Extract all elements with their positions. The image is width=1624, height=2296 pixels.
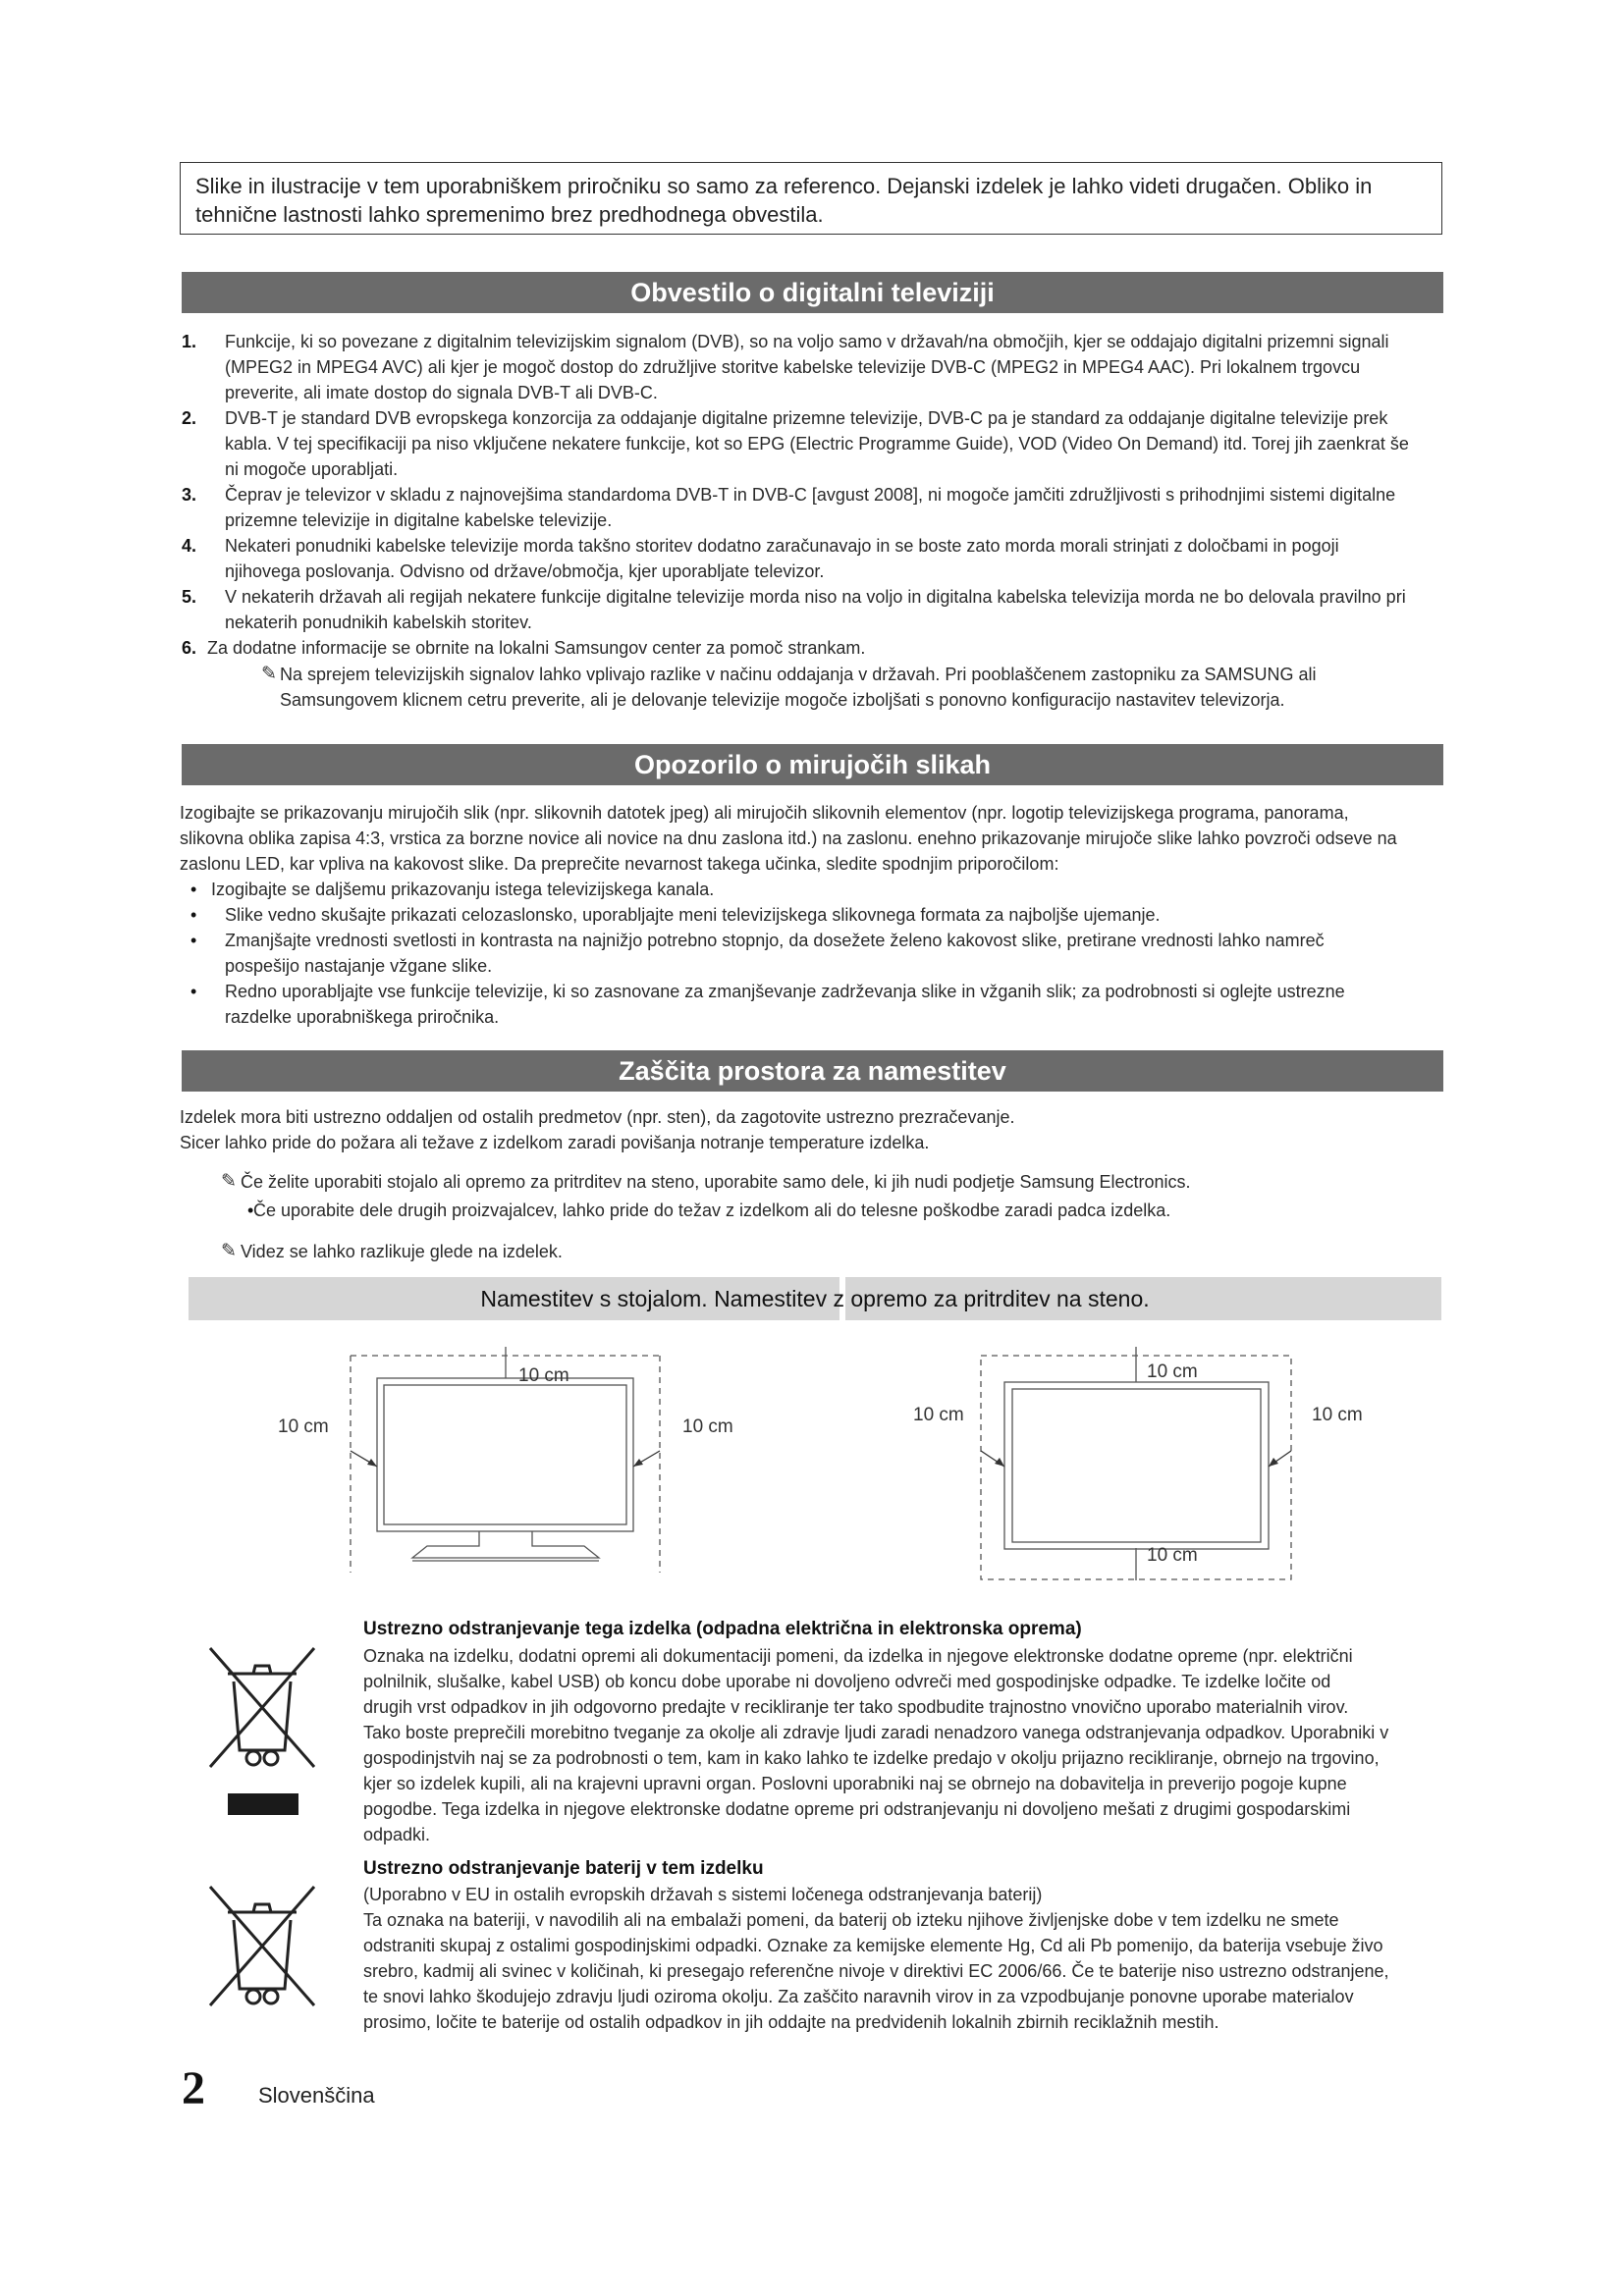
item-line: V nekaterih državah ali regijah nekatere funkcije digitalne televizije morda niso na voljo in digitalna kabelska televizija morda ne bo delovala pravilno pri — [225, 587, 1406, 607]
intro-line: zaslonu LED, kar vpliva na kakovost slike. Da preprečite nevarnost takega učinka, sledite spodnjim priporočilom: — [180, 854, 1059, 874]
intro-line: Izogibajte se prikazovanju mirujočih slik (npr. slikovnih datotek jpeg) ali mirujočih slikovnih elementov (npr. logotip televizijskega programa, panorama, — [180, 803, 1349, 823]
battery-line: srebro, kadmij ali svinec v količinah, ki presegajo referenčne nivoje v direktivi EC 2006/66. Če te baterije niso ustrezno odstranjene, — [363, 1961, 1389, 1981]
bullet-line: Slike vedno skušajte prikazati celozaslonsko, uporabljajte meni televizijskega slikovnega formata za najboljše ujemanje. — [225, 905, 1161, 925]
disposal-line: kjer so izdelek kupili, ali na krajevni upravni organ. Poslovni uporabniki naj se obrnejo na dobavitelja in preverijo pogoje kupne — [363, 1774, 1347, 1793]
battery-line: Ta oznaka na bateriji, v navodilih ali na embalaži pomeni, da baterij ob izteku njihove življenjske dobe v tem izdelku ne smete — [363, 1910, 1339, 1930]
battery-line: te snovi lahko škodujejo zdravju ljudi oziroma okolju. Za zaščito naravnih virov in za vzpodbujanje ponovne uporabe materialov — [363, 1987, 1354, 2006]
disposal-line: polnilnik, slušalke, kabel USB) ob koncu dobe uporabe ni dovoljeno odvreči med gospodinjske odpadke. Te izdelke ločite od — [363, 1672, 1331, 1691]
disposal-line: drugih vrst odpadkov in jih odgovorno predajte v recikliranje ter tako spodbudite trajnostno vnovično uporabo materialnih virov. — [363, 1697, 1349, 1717]
note-icon: ✎ — [261, 664, 277, 684]
item-line: nekaterih ponudnikih kabelskih storitev. — [225, 613, 532, 632]
item-line: (MPEG2 in MPEG4 AVC) ali kjer je mogoč dostop do združljive storitve kabelske televizije DVB-C (MPEG2 in MPEG4 AAC). Pri lokalnem trgovcu — [225, 357, 1361, 377]
battery-line: odstraniti skupaj z ostalimi gospodinjskimi odpadki. Oznake za kemijske elemente Hg, Cd ali Pb pomenijo, da baterija vsebuje živo — [363, 1936, 1383, 1955]
crossed-bin-icon — [206, 1883, 319, 2010]
wall-mount-installation-diagram — [884, 1345, 1355, 1580]
note-subtext: Če uporabite dele drugih proizvajalcev, lahko pride do težav z izdelkom ali do telesne poškodbe zaradi padca izdelka. — [253, 1201, 1171, 1220]
bullet-dot: • — [190, 982, 197, 1001]
item-line: Za dodatne informacije se obrnite na lokalni Samsungov center za pomoč strankam. — [207, 638, 866, 658]
disposal-line: pogodbe. Tega izdelka in njegove elektronske dodatne opreme pri odstranjevanju ni dovoljeno mešati z drugimi gospodarskimi — [363, 1799, 1351, 1819]
clearance-label: 10 cm — [518, 1365, 569, 1386]
footer-language: Slovenščina — [258, 2083, 375, 2108]
bullet-line: pospešijo nastajanje vžgane slike. — [225, 956, 493, 976]
clearance-label: 10 cm — [1147, 1545, 1198, 1566]
item-number: 6. — [182, 638, 197, 658]
clearance-label: 10 cm — [278, 1416, 329, 1437]
disclaimer-text: Slike in ilustracije v tem uporabniškem priročniku so samo za referenco. Dejanski izdelek je lahko videti drugačen. Obliko in tehnične lastnosti lahko spremenimo brez predhodnega obvestila. — [195, 174, 1373, 227]
disposal-line: Tako boste preprečili morebitno tveganje za okolje ali zdravje ljudi zaradi nenadzoro vanega odstranjevanja odpadkov. Uporabniki v — [363, 1723, 1389, 1742]
item-line: ni mogoče uporabljati. — [225, 459, 399, 479]
note-text: Videz se lahko razlikuje glede na izdelek. — [241, 1242, 563, 1261]
item-line: preverite, ali imate dostop do signala DVB-T ali DVB-C. — [225, 383, 658, 402]
battery-line: (Uporabno v EU in ostalih evropskih državah s sistemi ločenega odstranjevanja baterij) — [363, 1885, 1043, 1904]
item-line: DVB-T je standard DVB evropskega konzorcija za oddajanje digitalne prizemne televizije, DVB-C pa je standard za oddajanje digitalne televizije prek — [225, 408, 1388, 428]
note-line: Samsungovem klicnem cetru preverite, ali je delovanje televizije mogoče izboljšati s ponovno konfiguracijo nastavitev televizorja. — [280, 690, 1285, 710]
intro-line: Izdelek mora biti ustrezno oddaljen od ostalih predmetov (npr. sten), da zagotovite ustrezno prezračevanje. — [180, 1107, 1015, 1127]
bullet-dot: • — [190, 880, 197, 899]
installation-subheader: Namestitev s stojalom. Namestitev z opremo za pritrditev na steno. — [480, 1286, 1150, 1311]
note-icon: ✎ — [221, 1171, 237, 1192]
page-number: 2 — [182, 2062, 205, 2114]
disposal-title: Ustrezno odstranjevanje tega izdelka (odpadna električna in elektronska oprema) — [363, 1619, 1082, 1639]
item-number: 4. — [182, 536, 197, 556]
item-number: 2. — [182, 408, 197, 428]
clearance-label: 10 cm — [682, 1416, 733, 1437]
disposal-line: odpadki. — [363, 1825, 431, 1844]
item-line: Nekateri ponudniki kabelske televizije morda takšno storitev dodatno zaračunavajo in se boste zato morda morali strinjati z določbami in pogoji — [225, 536, 1339, 556]
bullet-dot: • — [247, 1201, 254, 1220]
section-title-still-images: Opozorilo o mirujočih slikah — [182, 744, 1443, 785]
crossed-bin-icon — [206, 1644, 319, 1826]
note-icon: ✎ — [221, 1241, 237, 1261]
bullet-line: razdelke uporabniškega priročnika. — [225, 1007, 500, 1027]
disposal-line: Oznaka na izdelku, dodatni opremi ali dokumentaciji pomeni, da izdelka in njegove elektronske dodatne opreme (npr. električni — [363, 1646, 1353, 1666]
item-line: Čeprav je televizor v skladu z najnovejšima standardoma DVB-T in DVB-C [avgust 2008], ni mogoče jamčiti združljivosti s prihodnjimi sistemi digitalne — [225, 485, 1396, 505]
note-text: Če želite uporabiti stojalo ali opremo za pritrditev na steno, uporabite samo dele, ki jih nudi podjetje Samsung Electronics. — [241, 1172, 1191, 1192]
intro-line: Sicer lahko pride do požara ali težave z izdelkom zaradi povišanja notranje temperature izdelka. — [180, 1133, 930, 1152]
item-number: 5. — [182, 587, 197, 607]
bullet-line: Zmanjšajte vrednosti svetlosti in kontrasta na najnižjo potrebno stopnjo, da dosežete želeno kakovost slike, pretirane vrednosti lahko namreč — [225, 931, 1325, 950]
disclaimer-box — [180, 162, 1442, 235]
clearance-label: 10 cm — [1147, 1362, 1198, 1382]
clearance-label: 10 cm — [1312, 1405, 1363, 1425]
disposal-line: gospodinjstvih naj se za podrobnosti o tem, kam in kako lahko te izdelke predajo v okolju prijazno recikliranje, obrnejo na trgovino, — [363, 1748, 1380, 1768]
clearance-label: 10 cm — [913, 1405, 964, 1425]
item-line: njihovega poslovanja. Odvisno od države/območja, kjer uporabljate televizor. — [225, 561, 825, 581]
item-line: Funkcije, ki so povezane z digitalnim televizijskim signalom (DVB), so na voljo samo v državah/na območjih, kjer se oddajajo digitalni prizemni signali — [225, 332, 1389, 351]
battery-title: Ustrezno odstranjevanje baterij v tem izdelku — [363, 1858, 764, 1879]
item-line: prizemne televizije in digitalne kabelske televizije. — [225, 510, 613, 530]
intro-line: slikovna oblika zapisa 4:3, vrstica za borzne novice ali novice na dnu zaslona itd.) na zaslonu. enehno prikazovanje mirujoče slike lahko povzroči odseve na — [180, 828, 1397, 848]
item-number: 3. — [182, 485, 197, 505]
stand-installation-diagram — [265, 1345, 727, 1575]
section-title-installation-space: Zaščita prostora za namestitev — [182, 1050, 1443, 1092]
bullet-dot: • — [190, 931, 197, 950]
item-line: kabla. V tej specifikaciji pa niso vključene nekatere funkcije, kot so EPG (Electric Programme Guide), VOD (Video On Demand) itd. Torej jih zaenkrat še — [225, 434, 1409, 454]
section-title-digital-tv: Obvestilo o digitalni televiziji — [182, 272, 1443, 313]
item-number: 1. — [182, 332, 197, 351]
bullet-line: Izogibajte se daljšemu prikazovanju istega televizijskega kanala. — [211, 880, 715, 899]
bullet-line: Redno uporabljajte vse funkcije televizije, ki so zasnovane za zmanjševanje zadrževanja slike in vžganih slik; za podrobnosti si oglejte ustrezne — [225, 982, 1345, 1001]
bullet-dot: • — [190, 905, 197, 925]
note-line: Na sprejem televizijskih signalov lahko vplivajo razlike v načinu oddajanja v državah. Pri pooblaščenem zastopniku za SAMSUNG ali — [280, 665, 1317, 684]
battery-line: prosimo, ločite te baterije od ostalih odpadkov in jih oddajte na predvidenih lokalnih zbirnih reciklažnih mestih. — [363, 2012, 1219, 2032]
